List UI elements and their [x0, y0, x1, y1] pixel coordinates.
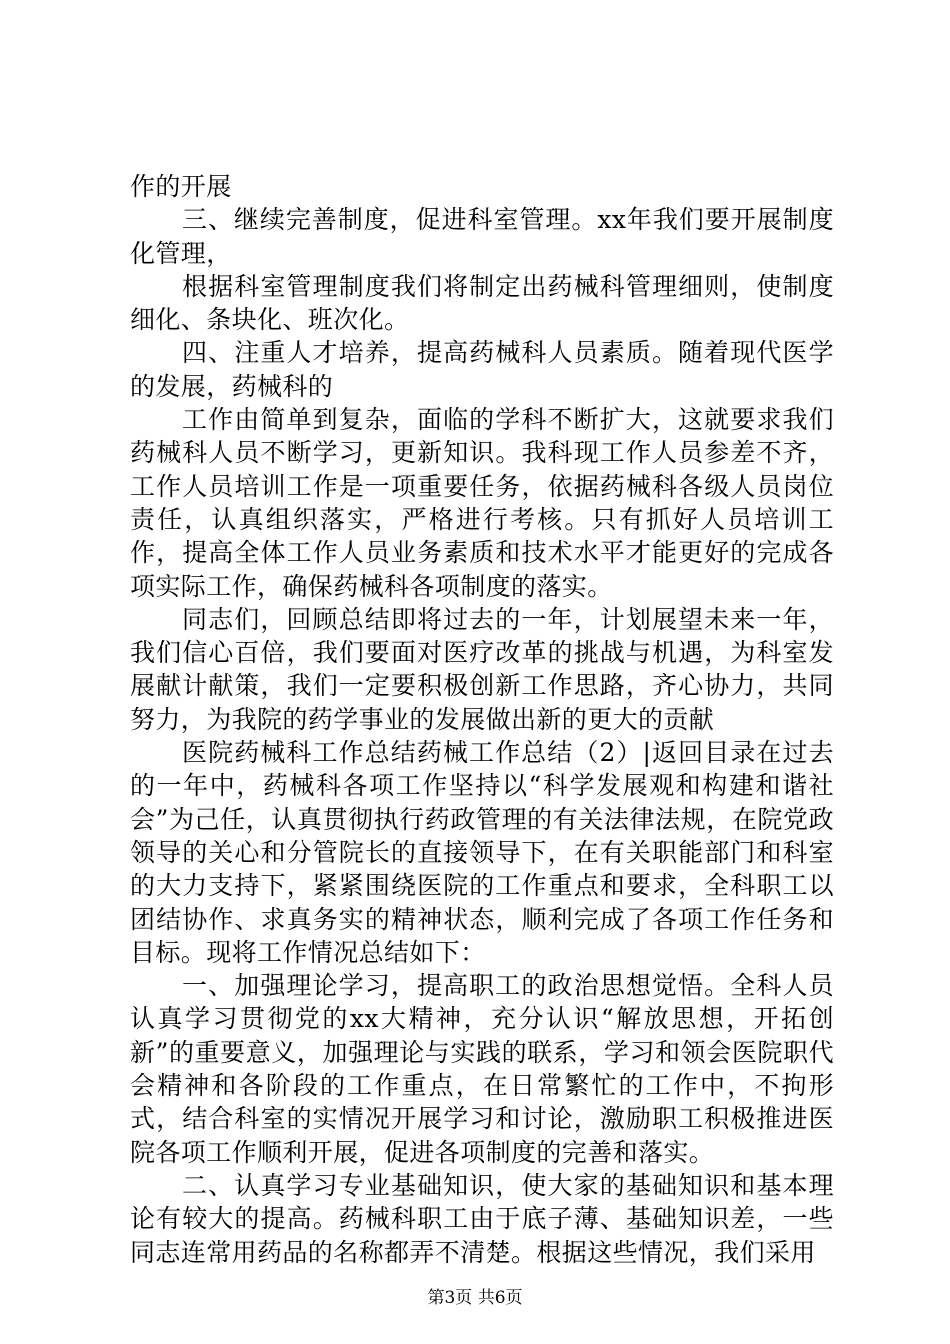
paragraph-3: 根据科室管理制度我们将制定出药械科管理细则，使制度细化、条块化、班次化。	[130, 271, 834, 335]
paragraph-6: 同志们，回顾总结即将过去的一年，计划展望未来一年，我们信心百倍，我们要面对医疗改革的挑战与机遇，为科室发展献计献策，我们一定要积极创新工作思路，齐心协力，共同努力，为我院的药学事业的发展做出新的更大的贡献	[130, 604, 834, 734]
page-footer: 第3页 共6页	[427, 1288, 523, 1308]
paragraph-9: 二、认真学习专业基础知识，使大家的基础知识和基本理论有较大的提高。药械科职工由于底子薄、基础知识差，一些同志连常用药品的名称都弄不清楚。根据这些情况，我们采用	[130, 1170, 834, 1267]
paragraph-2: 三、继续完善制度，促进科室管理。xx年我们要开展制度化管理，	[130, 205, 834, 268]
document-body	[130, 170, 834, 1269]
paragraph-5: 工作由简单到复杂，面临的学科不断扩大，这就要求我们药械科人员不断学习，更新知识。我科现工作人员参差不齐，工作人员培训工作是一项重要任务，依据药械科各级人员岗位责任，认真组织落实，严格进行考核。只有抓好人员培训工作，提高全体工作人员业务素质和技术水平才能更好的完成各项实际工作，确保药械科各项制度的落实。	[130, 405, 834, 601]
paragraph-8: 一、加强理论学习，提高职工的政治思想觉悟。全科人员认真学习贯彻党的xx大精神，充分认识“解放思想，开拓创新”的重要意义，加强理论与实践的联系，学习和领会医院职代会精神和各阶段的工作重点，在日常繁忙的工作中，不拘形式，结合科室的实情况开展学习和讨论，激励职工积极推进医院各项工作顺利开展，促进各项制度的完善和落实。	[130, 971, 834, 1167]
paragraph-4: 四、注重人才培养，提高药械科人员素质。随着现代医学的发展，药械科的	[130, 338, 834, 401]
paragraph-7: 医院药械科工作总结药械工作总结（2）|返回目录在过去的一年中，药械科各项工作坚持以“科学发展观和构建和谐社会”为己任，认真贯彻执行药政管理的有关法律法规，在院党政领导的关心和分管院长的直接领导下，在有关职能部门和科室的大力支持下，紧紧围绕医院的工作重点和要求，全科职工以团结协作、求真务实的精神状态，顺利完成了各项工作任务和目标。现将工作情况总结如下：	[130, 738, 834, 967]
paragraph-1: 作的开展	[130, 172, 232, 201]
